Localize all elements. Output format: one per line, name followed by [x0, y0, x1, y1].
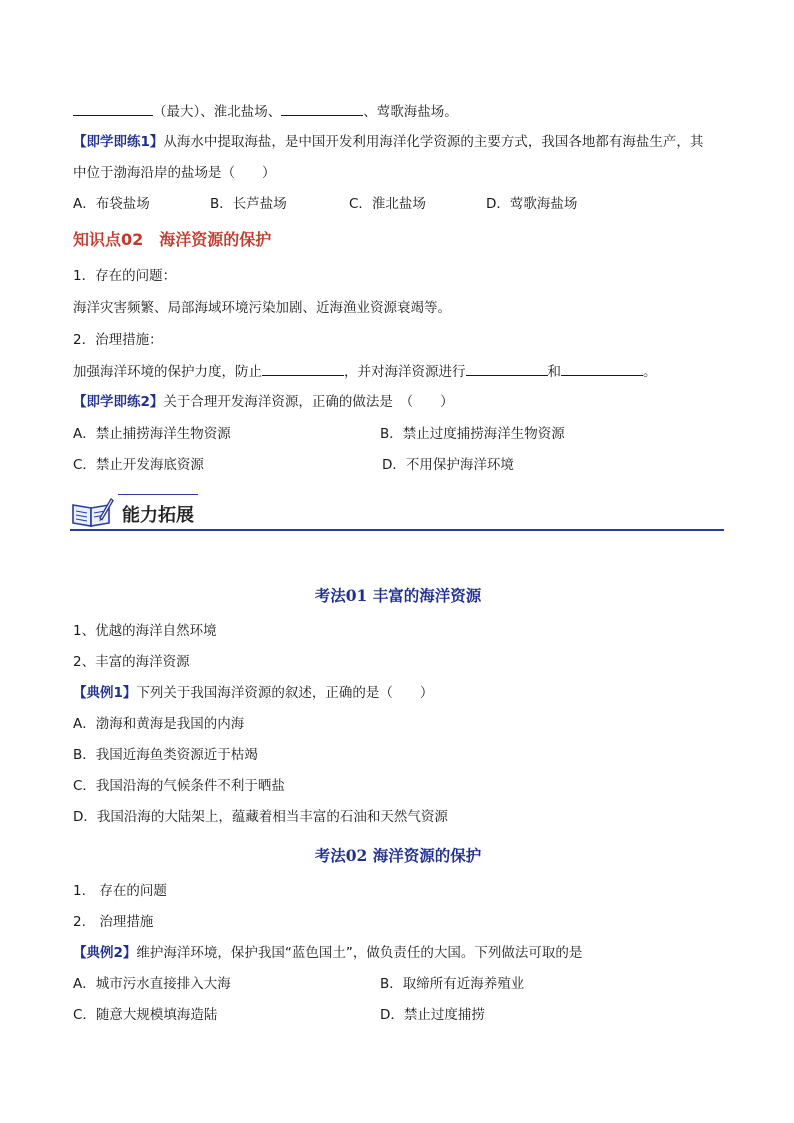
option-b[interactable]: B．长芦盐场: [210, 196, 287, 212]
text-segment: 加强海洋环境的保护力度，防止: [73, 364, 262, 380]
fill-in-line-salt-fields: [73, 101, 458, 122]
banner-title: 能力拓展: [122, 505, 194, 526]
book-pen-icon: [70, 496, 114, 528]
answer-blank[interactable]: [281, 101, 363, 116]
subheading-measures: 2．治理措施：: [73, 332, 163, 348]
option-b[interactable]: B．我国近海鱼类资源近于枯竭: [73, 747, 258, 763]
exercise-2-question: [73, 392, 454, 412]
question-text: 关于合理开发海洋资源，正确的做法是 （ ）: [163, 394, 454, 410]
question-text: 维护海洋环境，保护我国“蓝色国土”，做负责任的大国。下列做法可取的是: [136, 945, 583, 961]
list-item: 1. 存在的问题: [73, 883, 167, 899]
question-text: 下列关于我国海洋资源的叙述，正确的是（ ）: [136, 685, 434, 701]
method-2-title: 考法02 海洋资源的保护: [314, 846, 482, 865]
exercise-1-question: [73, 132, 703, 152]
option-d[interactable]: D．我国沿海的大陆架上，蕴藏着相当丰富的石油和天然气资源: [73, 809, 448, 825]
section-banner: [70, 492, 724, 534]
option-a[interactable]: A．禁止捕捞海洋生物资源: [73, 426, 231, 442]
text-segment: 。: [643, 364, 657, 380]
answer-blank[interactable]: [262, 361, 344, 376]
option-a[interactable]: A．布袋盐场: [73, 196, 150, 212]
text-segment: 、莺歌海盐场。: [363, 104, 458, 120]
banner-top-rule: [118, 494, 198, 495]
option-c[interactable]: C．禁止开发海底资源: [73, 457, 204, 473]
question-text: 中位于渤海沿岸的盐场是（ ）: [73, 165, 276, 181]
answer-blank[interactable]: [466, 361, 548, 376]
subheading-problems: 1．存在的问题：: [73, 268, 177, 284]
option-d[interactable]: D．莺歌海盐场: [486, 196, 578, 212]
answer-blank[interactable]: [561, 361, 643, 376]
text-segment: （最大）、淮北盐场、: [153, 104, 282, 120]
knowledge-point-heading: 知识点02 海洋资源的保护: [73, 230, 272, 249]
option-c[interactable]: C．淮北盐场: [349, 196, 426, 212]
option-d[interactable]: D．禁止过度捕捞: [380, 1007, 485, 1023]
example-2-question: [73, 943, 582, 963]
list-item: 2、丰富的海洋资源: [73, 654, 190, 670]
option-a[interactable]: A．渤海和黄海是我国的内海: [73, 716, 245, 732]
banner-rule: [70, 529, 724, 531]
list-item: 1、优越的海洋自然环境: [73, 623, 217, 639]
method-1-title: 考法01 丰富的海洋资源: [314, 586, 482, 605]
measures-fill-in: [73, 361, 657, 382]
example-tag: 【典例1】: [73, 685, 137, 701]
question-text: 从海水中提取海盐，是中国开发利用海洋化学资源的主要方式，我国各地都有海盐生产，其: [163, 134, 704, 150]
option-c[interactable]: C．随意大规模填海造陆: [73, 1007, 218, 1023]
example-tag: 【典例2】: [73, 945, 137, 961]
list-item: 2. 治理措施: [73, 914, 154, 930]
exercise-1-question-cont: [73, 163, 276, 183]
problems-text: 海洋灾害频繁、局部海域环境污染加剧、近海渔业资源衰竭等。: [73, 300, 451, 316]
option-b[interactable]: B．取缔所有近海养殖业: [380, 976, 525, 992]
exercise-tag: 【即学即练2】: [73, 394, 164, 410]
option-a[interactable]: A．城市污水直接排入大海: [73, 976, 231, 992]
option-c[interactable]: C．我国沿海的气候条件不利于晒盐: [73, 778, 285, 794]
example-1-question: [73, 683, 433, 703]
text-segment: ，并对海洋资源进行: [344, 364, 466, 380]
text-segment: 和: [547, 364, 561, 380]
option-b[interactable]: B．禁止过度捕捞海洋生物资源: [380, 426, 565, 442]
answer-blank[interactable]: [73, 101, 153, 116]
exercise-tag: 【即学即练1】: [73, 134, 164, 150]
option-d[interactable]: D．不用保护海洋环境: [382, 457, 514, 473]
